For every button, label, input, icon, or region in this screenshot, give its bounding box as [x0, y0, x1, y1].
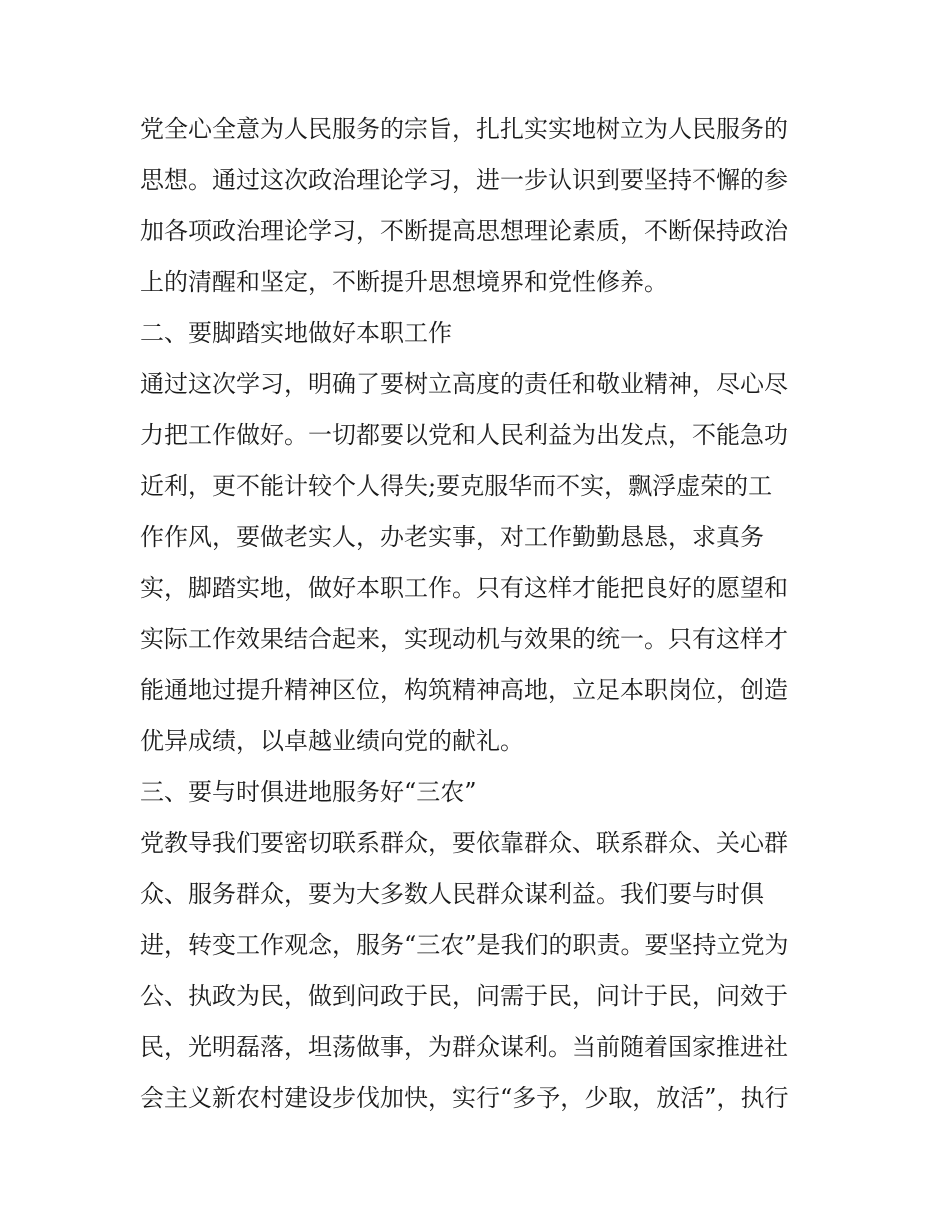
text-line: 优异成绩，以卓越业绩向党的献礼。	[140, 727, 524, 755]
section-heading-2: 二、要脚踏实地做好本职工作	[140, 319, 452, 347]
text-line: 党全心全意为人民服务的宗旨，扎扎实实地树立为人民服务的	[140, 115, 788, 143]
text-line: 实际工作效果结合起来，实现动机与效果的统一。只有这样才	[140, 625, 788, 653]
text-line: 上的清醒和坚定，不断提升思想境界和党性修养。	[140, 268, 668, 296]
text-line: 公、执政为民，做到问政于民，问需于民，问计于民，问效于	[140, 982, 788, 1010]
text-line: 近利，更不能计较个人得失;要克服华而不实，飘浮虚荣的工	[140, 472, 773, 500]
section-heading-3: 三、要与时俱进地服务好“三农”	[140, 778, 477, 806]
text-line: 会主义新农村建设步伐加快，实行“多予，少取，放活”，执行	[140, 1084, 789, 1112]
text-line: 加各项政治理论学习，不断提高思想理论素质，不断保持政治	[140, 217, 788, 245]
text-line: 思想。通过这次政治理论学习，进一步认识到要坚持不懈的参	[140, 166, 788, 194]
text-line: 进，转变工作观念，服务“三农”是我们的职责。要坚持立党为	[140, 931, 789, 959]
text-line: 众、服务群众，要为大多数人民群众谋利益。我们要与时俱	[140, 880, 764, 908]
text-line: 民，光明磊落，坦荡做事，为群众谋利。当前随着国家推进社	[140, 1033, 788, 1061]
text-line: 党教导我们要密切联系群众，要依靠群众、联系群众、关心群	[140, 829, 788, 857]
text-line: 能通地过提升精神区位，构筑精神高地，立足本职岗位，创造	[140, 676, 788, 704]
document-body	[140, 104, 820, 1124]
text-line: 作作风，要做老实人，办老实事，对工作勤勤恳恳，求真务	[140, 523, 764, 551]
text-line: 通过这次学习，明确了要树立高度的责任和敬业精神，尽心尽	[140, 370, 788, 398]
text-line: 力把工作做好。一切都要以党和人民利益为出发点，不能急功	[140, 421, 788, 449]
text-line: 实，脚踏实地，做好本职工作。只有这样才能把良好的愿望和	[140, 574, 788, 602]
